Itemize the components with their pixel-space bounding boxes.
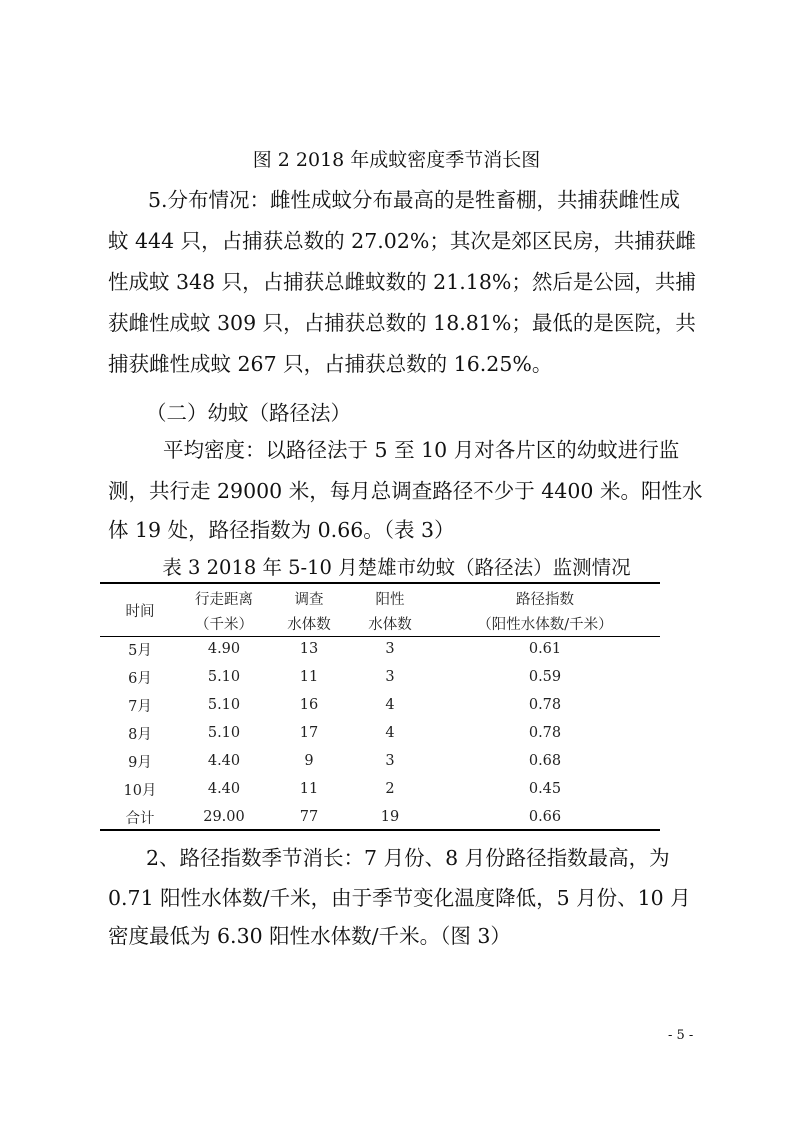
cell-distance: 4.40 bbox=[207, 781, 241, 797]
table-row bbox=[100, 635, 660, 663]
cell-index: 0.78 bbox=[528, 697, 562, 713]
text-line: 蚊 444 只，占捕获总数的 27.02%；其次是郊区民房，共捕获雌 bbox=[108, 229, 696, 253]
header-index-unit: （阳性水体数/千米） bbox=[477, 616, 613, 633]
cell-surveyed: 77 bbox=[299, 809, 319, 825]
text-line: 密度最低为 6.30 阳性水体数/千米。（图 3） bbox=[108, 924, 511, 948]
cell-time: 5月 bbox=[128, 642, 152, 659]
cell-time: 合计 bbox=[125, 810, 155, 827]
cell-distance: 5.10 bbox=[207, 725, 241, 741]
cell-positive: 2 bbox=[385, 781, 395, 797]
cell-index: 0.78 bbox=[528, 725, 562, 741]
header-index: 路径指数 bbox=[516, 591, 574, 608]
table-row bbox=[100, 775, 660, 803]
table-row bbox=[100, 691, 660, 719]
text-line: 体 19 处，路径指数为 0.66。（表 3） bbox=[108, 518, 455, 542]
cell-surveyed: 13 bbox=[299, 641, 319, 657]
cell-positive: 4 bbox=[385, 725, 395, 741]
table-caption: 表 3 2018 年 5-10 月楚雄市幼蚊（路径法）监测情况 bbox=[162, 556, 631, 579]
cell-index: 0.61 bbox=[528, 641, 562, 657]
text-line: 测，共行走 29000 米，每月总调查路径不少于 4400 米。阳性水 bbox=[108, 479, 703, 503]
cell-positive: 4 bbox=[385, 697, 395, 713]
text-line: 获雌性成蚊 309 只，占捕获总数的 18.81%；最低的是医院，共 bbox=[108, 311, 696, 335]
cell-time: 7月 bbox=[128, 698, 152, 715]
table-row bbox=[100, 747, 660, 775]
table-row-total bbox=[100, 803, 660, 831]
header-positive: 阳性 bbox=[375, 591, 405, 608]
text-line: 性成蚊 348 只，占捕获总雌蚊数的 21.18%；然后是公园，共捕 bbox=[108, 270, 696, 294]
text-line: 平均密度：以路径法于 5 至 10 月对各片区的幼蚊进行监 bbox=[163, 438, 680, 462]
header-time: 时间 bbox=[125, 603, 155, 620]
cell-distance: 5.10 bbox=[207, 697, 241, 713]
cell-distance: 5.10 bbox=[207, 669, 241, 685]
cell-positive: 19 bbox=[380, 809, 400, 825]
cell-surveyed: 16 bbox=[299, 697, 319, 713]
text-line: 5.分布情况：雌性成蚊分布最高的是牲畜棚，共捕获雌性成 bbox=[148, 188, 681, 212]
table-row bbox=[100, 663, 660, 691]
header-distance: 行走距离 bbox=[195, 591, 253, 608]
cell-distance: 4.90 bbox=[207, 641, 241, 657]
section-heading: （二）幼蚊（路径法） bbox=[146, 401, 351, 425]
header-distance-unit: （千米） bbox=[195, 616, 253, 633]
header-surveyed: 调查 bbox=[294, 591, 324, 608]
cell-positive: 3 bbox=[385, 753, 395, 769]
cell-positive: 3 bbox=[385, 669, 395, 685]
cell-index: 0.68 bbox=[528, 753, 562, 769]
cell-surveyed: 9 bbox=[304, 753, 314, 769]
cell-time: 10月 bbox=[123, 782, 157, 799]
text-line: 2、路径指数季节消长：7 月份、8 月份路径指数最高，为 bbox=[146, 846, 670, 870]
cell-surveyed: 17 bbox=[299, 725, 319, 741]
header-surveyed-unit: 水体数 bbox=[287, 616, 331, 633]
cell-distance: 29.00 bbox=[203, 809, 245, 825]
cell-index: 0.45 bbox=[528, 781, 562, 797]
cell-surveyed: 11 bbox=[299, 781, 319, 797]
cell-time: 6月 bbox=[128, 670, 152, 687]
table-row bbox=[100, 719, 660, 747]
figure-caption: 图 2 2018 年成蚊密度季节消长图 bbox=[252, 149, 541, 171]
cell-time: 9月 bbox=[128, 754, 152, 771]
cell-time: 8月 bbox=[128, 726, 152, 743]
cell-index: 0.66 bbox=[528, 809, 562, 825]
monitoring-table bbox=[100, 583, 660, 831]
page-number: - 5 - bbox=[668, 1028, 694, 1043]
text-line: 0.71 阳性水体数/千米，由于季节变化温度降低，5 月份、10 月 bbox=[108, 886, 691, 910]
cell-index: 0.59 bbox=[528, 669, 562, 685]
header-positive-unit: 水体数 bbox=[368, 616, 412, 633]
cell-distance: 4.40 bbox=[207, 753, 241, 769]
cell-positive: 3 bbox=[385, 641, 395, 657]
text-line: 捕获雌性成蚊 267 只，占捕获总数的 16.25%。 bbox=[108, 352, 553, 376]
cell-surveyed: 11 bbox=[299, 669, 319, 685]
